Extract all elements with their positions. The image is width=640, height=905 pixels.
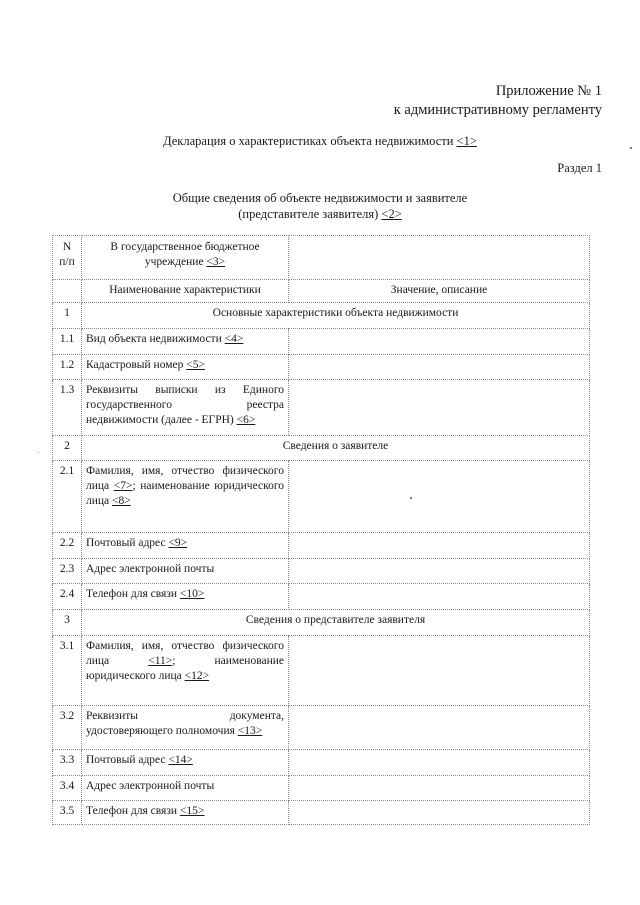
- footnote-link-4[interactable]: <4>: [224, 333, 244, 345]
- table-title-line1: Общие сведения об объекте недвижимости и заявителе: [172, 191, 468, 205]
- section-heading-1: Основные характеристики объекта недвижимости: [82, 303, 590, 329]
- row-label-text-2: ; наименование юридического лица: [86, 655, 284, 682]
- applicant-email-field[interactable]: [289, 559, 590, 584]
- table-row-1-2: [53, 355, 590, 380]
- footnote-link-1[interactable]: <1>: [456, 134, 477, 148]
- appendix-subtitle: к административному регламенту: [393, 102, 602, 118]
- scan-speck: [38, 452, 39, 453]
- row-num: 1.2: [53, 355, 82, 380]
- table-row-2-4: [53, 584, 590, 610]
- header-num: [53, 236, 82, 280]
- appendix-header: [394, 82, 602, 120]
- row-num: 2.4: [53, 584, 82, 610]
- egrn-extract-field[interactable]: [289, 380, 590, 436]
- representative-postal-address-field[interactable]: [289, 750, 590, 776]
- authority-document-field[interactable]: [289, 706, 590, 750]
- footnote-link-15[interactable]: <15>: [179, 805, 205, 817]
- footnote-link-8[interactable]: <8>: [112, 495, 131, 507]
- row-label: [82, 584, 289, 610]
- row-label-text: Реквизиты документа, удостоверяющего полномочия: [86, 710, 284, 737]
- column-header-num: [53, 280, 82, 303]
- table-row-section-1: [53, 303, 590, 329]
- table-row-3-2: [53, 706, 590, 750]
- row-label: [82, 380, 289, 436]
- row-num: 3.3: [53, 750, 82, 776]
- row-label-text: Вид объекта недвижимости: [86, 333, 222, 345]
- row-label-text: Кадастровый номер: [86, 359, 184, 371]
- table-row-2-1: [53, 461, 590, 533]
- row-label: Адрес электронной почты: [82, 776, 289, 801]
- table-row-section-2: [53, 436, 590, 461]
- header-num-text: N п/п: [59, 241, 75, 268]
- footnote-link-2[interactable]: <2>: [381, 207, 402, 221]
- table-row-1-3: [53, 380, 590, 436]
- characteristics-table: [52, 235, 590, 825]
- row-label: [82, 636, 289, 706]
- footnote-link-12[interactable]: <12>: [184, 670, 210, 682]
- scan-speck: [410, 497, 412, 499]
- row-num: 3.4: [53, 776, 82, 801]
- row-label: [82, 355, 289, 380]
- row-label-text: Телефон для связи: [86, 805, 178, 817]
- row-label-text: Фамилия, имя, отчество физического лица: [86, 640, 284, 667]
- appendix-number: Приложение № 1: [495, 83, 602, 99]
- section-label: Раздел 1: [557, 161, 602, 175]
- row-num: 3.2: [53, 706, 82, 750]
- applicant-name-field[interactable]: [289, 461, 590, 533]
- footnote-link-9[interactable]: <9>: [168, 537, 188, 549]
- row-label: [82, 706, 289, 750]
- footnote-link-7[interactable]: <7>: [113, 480, 133, 492]
- table-row-2-2: [53, 533, 590, 559]
- row-num: 2.1: [53, 461, 82, 533]
- header-institution-text: В государственное бюджетное учреждение: [110, 241, 260, 268]
- table-title: [0, 190, 640, 222]
- footnote-link-3[interactable]: <3>: [206, 256, 226, 268]
- cadastral-number-field[interactable]: [289, 355, 590, 380]
- row-label-text: Почтовый адрес: [86, 537, 166, 549]
- table-row-1-1: [53, 329, 590, 355]
- row-label: [82, 461, 289, 533]
- table-row-3-4: [53, 776, 590, 801]
- row-label-text: Почтовый адрес: [86, 754, 166, 766]
- column-header-name: Наименование характеристики: [82, 280, 289, 303]
- row-label: [82, 329, 289, 355]
- row-label-text-2: ; наименование юридического лица: [86, 480, 285, 507]
- table-title-line2: (представителе заявителя): [238, 207, 379, 221]
- column-header-row: [53, 280, 590, 303]
- footnote-link-13[interactable]: <13>: [237, 725, 263, 737]
- table-header-row: [53, 236, 590, 280]
- row-num: 3: [53, 610, 82, 636]
- table-title-line2-wrap: [0, 206, 640, 222]
- row-num: 2.2: [53, 533, 82, 559]
- row-label: Адрес электронной почты: [82, 559, 289, 584]
- row-label-text: Телефон для связи: [86, 588, 178, 600]
- row-num: 1.1: [53, 329, 82, 355]
- row-label-text: Фамилия, имя, отчество физического лица: [86, 465, 284, 492]
- column-header-value: Значение, описание: [289, 280, 590, 303]
- row-label: [82, 750, 289, 776]
- table-row-3-5: [53, 801, 590, 825]
- representative-phone-field[interactable]: [289, 801, 590, 825]
- representative-email-field[interactable]: [289, 776, 590, 801]
- row-num: 2: [53, 436, 82, 461]
- footnote-link-11[interactable]: <11>: [148, 655, 173, 667]
- row-num: 2.3: [53, 559, 82, 584]
- header-institution: [82, 236, 289, 280]
- section-heading-2: Сведения о заявителе: [82, 436, 590, 461]
- row-label-text: Реквизиты выписки из Единого государственного реестра недвижимости (далее - ЕГРН): [86, 384, 284, 426]
- row-num: 3.5: [53, 801, 82, 825]
- table-row-section-3: [53, 610, 590, 636]
- row-num: 1: [53, 303, 82, 329]
- applicant-postal-address-field[interactable]: [289, 533, 590, 559]
- section-heading-3: Сведения о представителе заявителя: [82, 610, 590, 636]
- institution-value-field[interactable]: [289, 236, 590, 280]
- row-label: [82, 801, 289, 825]
- applicant-phone-field[interactable]: [289, 584, 590, 610]
- representative-name-field[interactable]: [289, 636, 590, 706]
- footnote-link-10[interactable]: <10>: [179, 588, 205, 600]
- footnote-link-5[interactable]: <5>: [186, 359, 205, 371]
- declaration-title-text: Декларация о характеристиках объекта недвижимости: [163, 134, 454, 148]
- row-label: [82, 533, 289, 559]
- scan-speck: [630, 147, 632, 149]
- table-row-3-3: [53, 750, 590, 776]
- object-type-field[interactable]: [289, 329, 590, 355]
- footnote-link-6[interactable]: <6>: [236, 414, 256, 426]
- table-row-3-1: [53, 636, 590, 706]
- table-row-2-3: [53, 559, 590, 584]
- footnote-link-14[interactable]: <14>: [168, 754, 193, 766]
- row-num: 1.3: [53, 380, 82, 436]
- row-num: 3.1: [53, 636, 82, 706]
- declaration-title: [0, 134, 640, 149]
